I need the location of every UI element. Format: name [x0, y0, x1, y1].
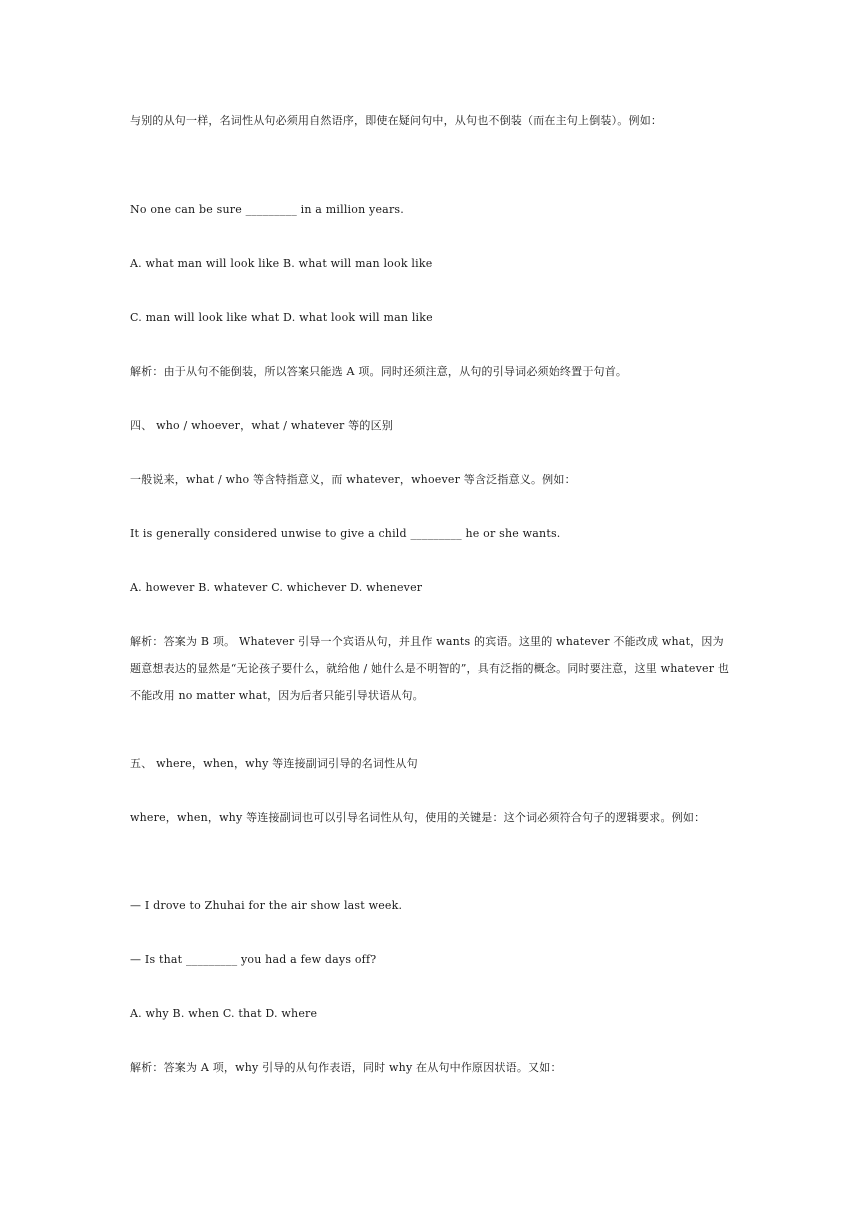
options-line-3: A. why B. when C. that D. where [130, 1007, 318, 1020]
paragraph-word-order: 与别的从句一样，名词性从句必须用自然语序，即使在疑问句中，从句也不倒装（而在主句上倒装）。例如： [130, 114, 663, 127]
options-line-1a: A. what man will look like B. what will man look like [130, 257, 433, 270]
section-heading-4: 四、 who / whoever，what / whatever 等的区别 [130, 419, 393, 432]
example-sentence-2: It is generally considered unwise to give a child _________ he or she wants. [130, 527, 561, 540]
dialogue-line-2: — Is that _________ you had a few days off? [130, 953, 377, 966]
example-sentence-1: No one can be sure _________ in a million years. [130, 203, 404, 216]
dialogue-line-1: — I drove to Zhuhai for the air show last week. [130, 899, 403, 912]
paragraph-specific-general: 一般说来，what / who 等含特指意义，而 whatever，whoever 等含泛指意义。例如： [130, 473, 576, 486]
options-line-2: A. however B. whatever C. whichever D. whenever [130, 581, 423, 594]
analysis-3: 解析：答案为 A 项，why 引导的从句作表语，同时 why 在从句中作原因状语。又如： [130, 1061, 562, 1074]
analysis-2: 解析：答案为 B 项。 Whatever 引导一个宾语从句，并且作 wants 的宾语。这里的 whatever 不能改成 what，因为题意想表达的显然是“无论孩子要什么，就给他 / 她什么是不明智的”，具有泛指的概念。同时要注意，这里 whatever 也不能改用 no matter what，因为后者只能引导状语从句。 [130, 635, 730, 702]
paragraph-adverbs: where，when，why 等连接副词也可以引导名词性从句，使用的关键是：这个词必须符合句子的逻辑要求。例如： [130, 811, 706, 824]
options-line-1b: C. man will look like what D. what look will man like [130, 311, 433, 324]
section-heading-5: 五、 where，when，why 等连接副词引导的名词性从句 [130, 757, 418, 770]
analysis-1: 解析：由于从句不能倒装，所以答案只能选 A 项。同时还须注意，从句的引导词必须始终置于句首。 [130, 365, 628, 378]
